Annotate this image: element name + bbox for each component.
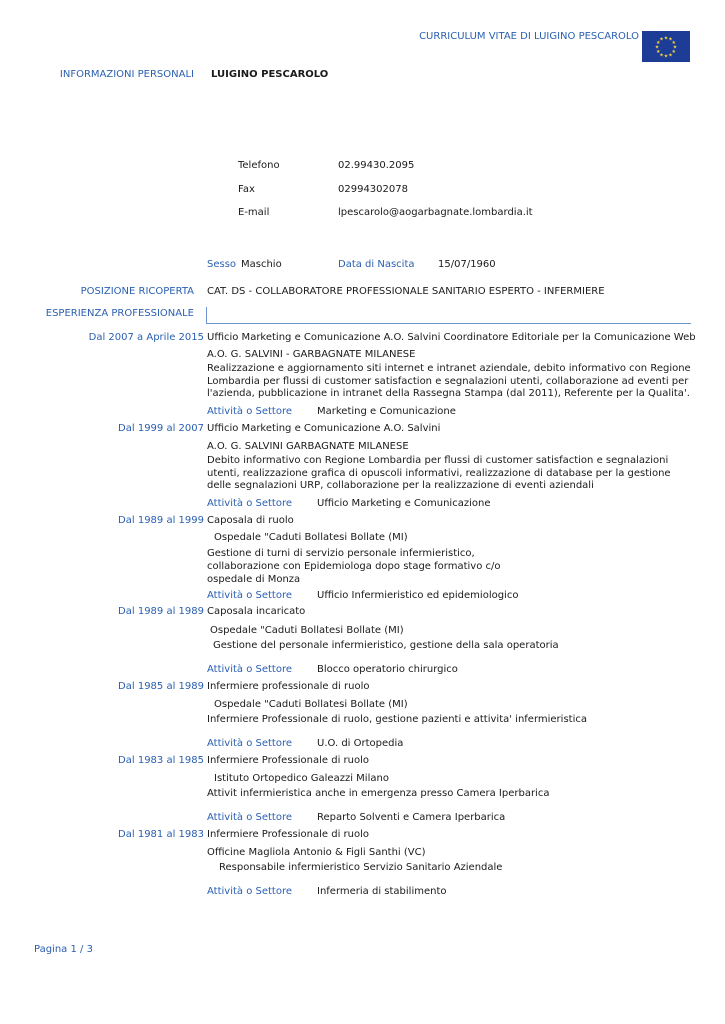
sex-label: Sesso: [207, 259, 237, 270]
email-value[interactable]: lpescarolo@aogarbagnate.lombardia.it: [338, 207, 533, 218]
experience-section-label: ESPERIENZA PROFESSIONALE: [45, 308, 194, 319]
phone-label: Telefono: [238, 160, 280, 171]
activity-sector-value: Reparto Solventi e Camera Iperbarica: [317, 812, 506, 823]
activity-sector-label: Attività o Settore: [207, 812, 293, 823]
experience-period: Dal 1983 al 1985: [118, 755, 204, 766]
activity-sector-label: Attività o Settore: [207, 406, 293, 417]
birth-date-label: Data di Nascita: [338, 259, 415, 270]
flag-star: ★: [659, 36, 664, 43]
activity-sector-label: Attività o Settore: [207, 886, 293, 897]
activity-sector-value: Ufficio Marketing e Comunicazione: [317, 498, 491, 509]
cv-header-title: CURRICULUM VITAE DI LUIGINO PESCAROLO: [419, 31, 639, 42]
experience-employer: Ospedale "Caduti Bollatesi Bollate (MI): [214, 699, 408, 710]
experience-employer: Istituto Ortopedico Galeazzi Milano: [214, 773, 389, 784]
experience-title: Caposala di ruolo: [207, 515, 294, 526]
email-label: E-mail: [238, 207, 270, 218]
fax-value: 02994302078: [338, 184, 408, 195]
experience-employer: Officine Magliola Antonio & Figli Santhi (VC): [207, 847, 426, 858]
fax-label: Fax: [238, 184, 255, 195]
experience-title: Ufficio Marketing e Comunicazione A.O. Salvini Coordinatore Editoriale per la Comunicazione Web: [207, 332, 696, 343]
experience-period: Dal 1989 al 1999: [118, 515, 204, 526]
activity-sector-label: Attività o Settore: [207, 498, 293, 509]
flag-star: ★: [663, 35, 669, 42]
phone-value: 02.99430.2095: [338, 160, 415, 171]
experience-employer: Ospedale "Caduti Bollatesi Bollate (MI): [214, 532, 408, 543]
activity-sector-value: Marketing e Comunicazione: [317, 406, 456, 417]
flag-star: ★: [655, 49, 661, 55]
activity-sector-label: Attività o Settore: [207, 590, 293, 601]
experience-description: Responsabile infermieristico Servizio Sanitario Aziendale: [219, 862, 503, 873]
experience-employer: A.O. G. SALVINI - GARBAGNATE MILANESE: [207, 349, 416, 360]
experience-description: Infermiere Professionale di ruolo, gestione pazienti e attivita' infermieristica: [207, 714, 587, 725]
experience-title: Infermiere Professionale di ruolo: [207, 829, 369, 840]
eu-flag-icon: [642, 31, 690, 62]
experience-period: Dal 1989 al 1989: [118, 606, 204, 617]
experience-employer: A.O. G. SALVINI GARBAGNATE MILANESE: [207, 441, 409, 452]
page-number: Pagina 1 / 3: [34, 944, 93, 955]
activity-sector-value: Infermeria di stabilimento: [317, 886, 447, 897]
experience-period: Dal 1981 al 1983: [118, 829, 204, 840]
birth-date-value: 15/07/1960: [438, 259, 496, 270]
personal-info-section-label: INFORMAZIONI PERSONALI: [59, 69, 194, 80]
flag-star: ★: [668, 52, 673, 59]
experience-description: Attivit infermieristica anche in emergenza presso Camera Iperbarica: [207, 788, 550, 799]
experience-description: Debito informativo con Regione Lombardia per flussi di customer satisfaction e segnalazioni utenti, realizzazione grafica di opuscoli informativi, realizzazione di database per la gestione delle segnalazioni URP, collaborazione per la realizzazione di eventi aziendali: [207, 455, 671, 491]
experience-title: Caposala incaricato: [207, 606, 306, 617]
activity-sector-value: U.O. di Ortopedia: [317, 738, 404, 749]
activity-sector-label: Attività o Settore: [207, 664, 293, 675]
flag-star: ★: [671, 49, 677, 55]
experience-title: Infermiere Professionale di ruolo: [207, 755, 369, 766]
flag-star: ★: [672, 44, 678, 51]
activity-sector-value: Blocco operatorio chirurgico: [317, 664, 458, 675]
activity-sector-label: Attività o Settore: [207, 738, 293, 749]
experience-description: Realizzazione e aggiornamento siti internet e intranet aziendale, debito informativo con Regione Lombardia per flussi di customer satisfaction e segnalazioni utenti, collaborazione ad eventi per l'azienda, pubblicazione in intranet della Rassegna Stampa (dal 2011), Referente per la Qualita'.: [207, 363, 691, 399]
experience-title: Ufficio Marketing e Comunicazione A.O. Salvini: [207, 423, 441, 434]
flag-star: ★: [654, 44, 660, 51]
experience-title: Infermiere professionale di ruolo: [207, 681, 370, 692]
position-value: CAT. DS - COLLABORATORE PROFESSIONALE SANITARIO ESPERTO - INFERMIERE: [207, 286, 605, 297]
sex-value: Maschio: [241, 259, 282, 270]
activity-sector-value: Ufficio Infermieristico ed epidemiologico: [317, 590, 519, 601]
position-section-label: POSIZIONE RICOPERTA: [80, 286, 194, 297]
experience-period: Dal 1999 al 2007: [118, 423, 204, 434]
experience-period: Dal 2007 a Aprile 2015: [88, 332, 204, 343]
flag-star: ★: [663, 53, 669, 60]
experience-description: Gestione di turni di servizio personale infermieristico, collaborazione con Epidemiologa dopo stage formativo c/o ospedale di Monza: [207, 548, 501, 585]
flag-star: ★: [668, 36, 673, 43]
flag-star: ★: [671, 40, 677, 46]
experience-description: Gestione del personale infermieristico, gestione della sala operatoria: [213, 640, 559, 651]
experience-period: Dal 1985 al 1989: [118, 681, 204, 692]
section-divider: [206, 307, 691, 324]
flag-star: ★: [655, 40, 661, 46]
experience-employer: Ospedale "Caduti Bollatesi Bollate (MI): [210, 625, 404, 636]
flag-star: ★: [659, 52, 664, 59]
person-name: LUIGINO PESCAROLO: [211, 69, 329, 80]
